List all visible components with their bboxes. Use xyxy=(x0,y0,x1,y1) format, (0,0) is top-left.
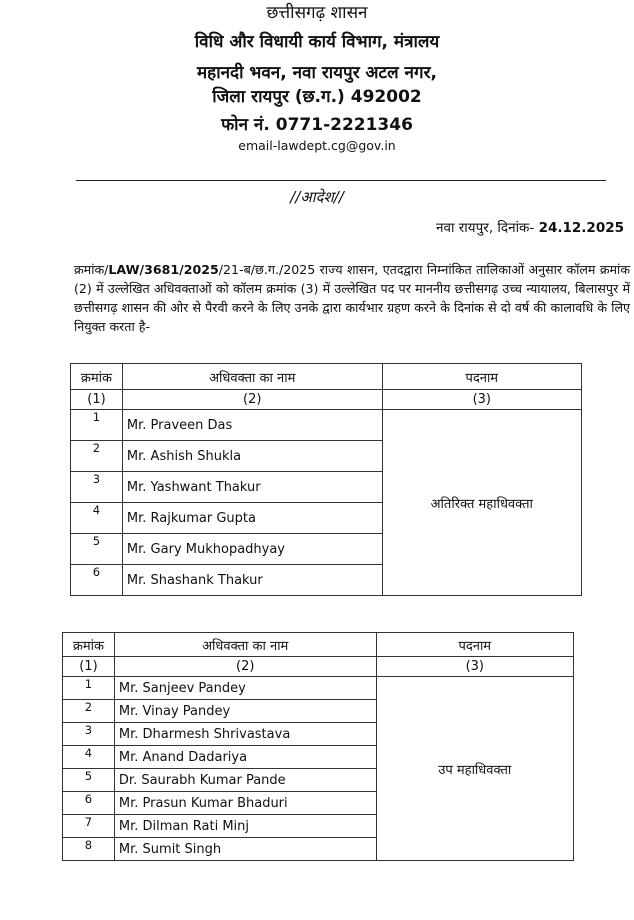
t2-row-name: Mr. Dilman Rati Minj xyxy=(114,815,376,838)
t2-row-name: Mr. Anand Dadariya xyxy=(114,746,376,769)
t2-header-name: अधिवक्ता का नाम xyxy=(114,633,376,657)
header-govt: छत्तीसगढ़ शासन xyxy=(266,3,368,23)
t1-row-no: 6 xyxy=(71,565,123,596)
t2-colnum-3: (3) xyxy=(376,657,573,677)
t2-row-no: 6 xyxy=(63,792,115,815)
reference-number: LAW/3681/2025 xyxy=(108,262,219,277)
t2-row-name: Dr. Saurabh Kumar Pande xyxy=(114,769,376,792)
header-phone-number: 0771-2221346 xyxy=(275,115,413,135)
t2-colnum-2: (2) xyxy=(114,657,376,677)
t1-row-no: 1 xyxy=(71,410,123,441)
header-phone-label: फोन नं. xyxy=(221,115,276,135)
t1-header-serial: क्रमांक xyxy=(71,364,123,390)
header-email: email-lawdept.cg@gov.in xyxy=(238,138,396,153)
t1-colnum-2: (2) xyxy=(122,390,382,410)
paragraph-prefix: क्रमांक/ xyxy=(74,262,109,277)
t2-row-name: Mr. Sanjeev Pandey xyxy=(114,677,376,700)
order-date xyxy=(436,218,624,236)
table-deputy-advocate-general xyxy=(62,632,574,861)
t1-row-no: 4 xyxy=(71,503,123,534)
t1-row-no: 3 xyxy=(71,472,123,503)
t1-row-name: Mr. Praveen Das xyxy=(122,410,382,441)
t2-row-name: Mr. Vinay Pandey xyxy=(114,700,376,723)
header-department: विधि और विधायी कार्य विभाग, मंत्रालय xyxy=(194,32,440,52)
t2-row-no: 7 xyxy=(63,815,115,838)
header-phone xyxy=(0,112,634,135)
table-row xyxy=(71,410,582,441)
t2-row-no: 3 xyxy=(63,723,115,746)
table-additional-advocate-general xyxy=(70,363,582,596)
t1-header-designation: पदनाम xyxy=(382,364,581,390)
t1-row-name: Mr. Yashwant Thakur xyxy=(122,472,382,503)
t2-row-no: 4 xyxy=(63,746,115,769)
paragraph-body: /21-ब/छ.ग./2025 राज्य शासन, एतदद्वारा निम्नांकित तालिकाओं अनुसार कॉलम क्रमांक (2) में उल्लेखित अधिवक्ताओं को कॉलम क्रमांक (3) में उल्लेखित पद पर माननीय छत्तीसगढ़ उच्च न्यायालय, बिलासपुर में छत्तीसगढ़ शासन की ओर से पैरवी करने के लिए उनके द्वारा कार्यभार ग्रहण करने के दिनांक से दो वर्ष की कालावधि के लिए नियुक्त करता है- xyxy=(74,262,630,334)
header-address: महानदी भवन, नवा रायपुर अटल नगर, xyxy=(197,63,437,83)
t1-row-no: 5 xyxy=(71,534,123,565)
header-district xyxy=(0,84,634,107)
header-district-text: जिला रायपुर (छ.ग.) xyxy=(212,87,351,107)
t2-header-serial: क्रमांक xyxy=(63,633,115,657)
t1-row-name: Mr. Gary Mukhopadhyay xyxy=(122,534,382,565)
t2-row-no: 2 xyxy=(63,700,115,723)
order-title: //आदेश// xyxy=(290,188,344,206)
t2-header-designation: पदनाम xyxy=(376,633,573,657)
t1-colnum-3: (3) xyxy=(382,390,581,410)
t1-colnum-1: (1) xyxy=(71,390,123,410)
order-date-prefix: नवा रायपुर, दिनांक- xyxy=(436,220,539,236)
t2-colnum-1: (1) xyxy=(63,657,115,677)
t2-row-name: Mr. Dharmesh Shrivastava xyxy=(114,723,376,746)
table-row xyxy=(63,677,574,700)
t2-row-name: Mr. Sumit Singh xyxy=(114,838,376,861)
order-date-value: 24.12.2025 xyxy=(538,220,624,236)
order-paragraph xyxy=(74,260,630,336)
t1-row-name: Mr. Rajkumar Gupta xyxy=(122,503,382,534)
t2-designation: उप महाधिवक्ता xyxy=(376,677,573,861)
t1-designation: अतिरिक्त महाधिवक्ता xyxy=(382,410,581,596)
t1-row-name: Mr. Ashish Shukla xyxy=(122,441,382,472)
t1-header-name: अधिवक्ता का नाम xyxy=(122,364,382,390)
t2-row-name: Mr. Prasun Kumar Bhaduri xyxy=(114,792,376,815)
t1-row-name: Mr. Shashank Thakur xyxy=(122,565,382,596)
t2-row-no: 1 xyxy=(63,677,115,700)
t2-row-no: 5 xyxy=(63,769,115,792)
header-pin: 492002 xyxy=(350,87,422,107)
t1-row-no: 2 xyxy=(71,441,123,472)
header-divider xyxy=(76,180,606,181)
t2-row-no: 8 xyxy=(63,838,115,861)
